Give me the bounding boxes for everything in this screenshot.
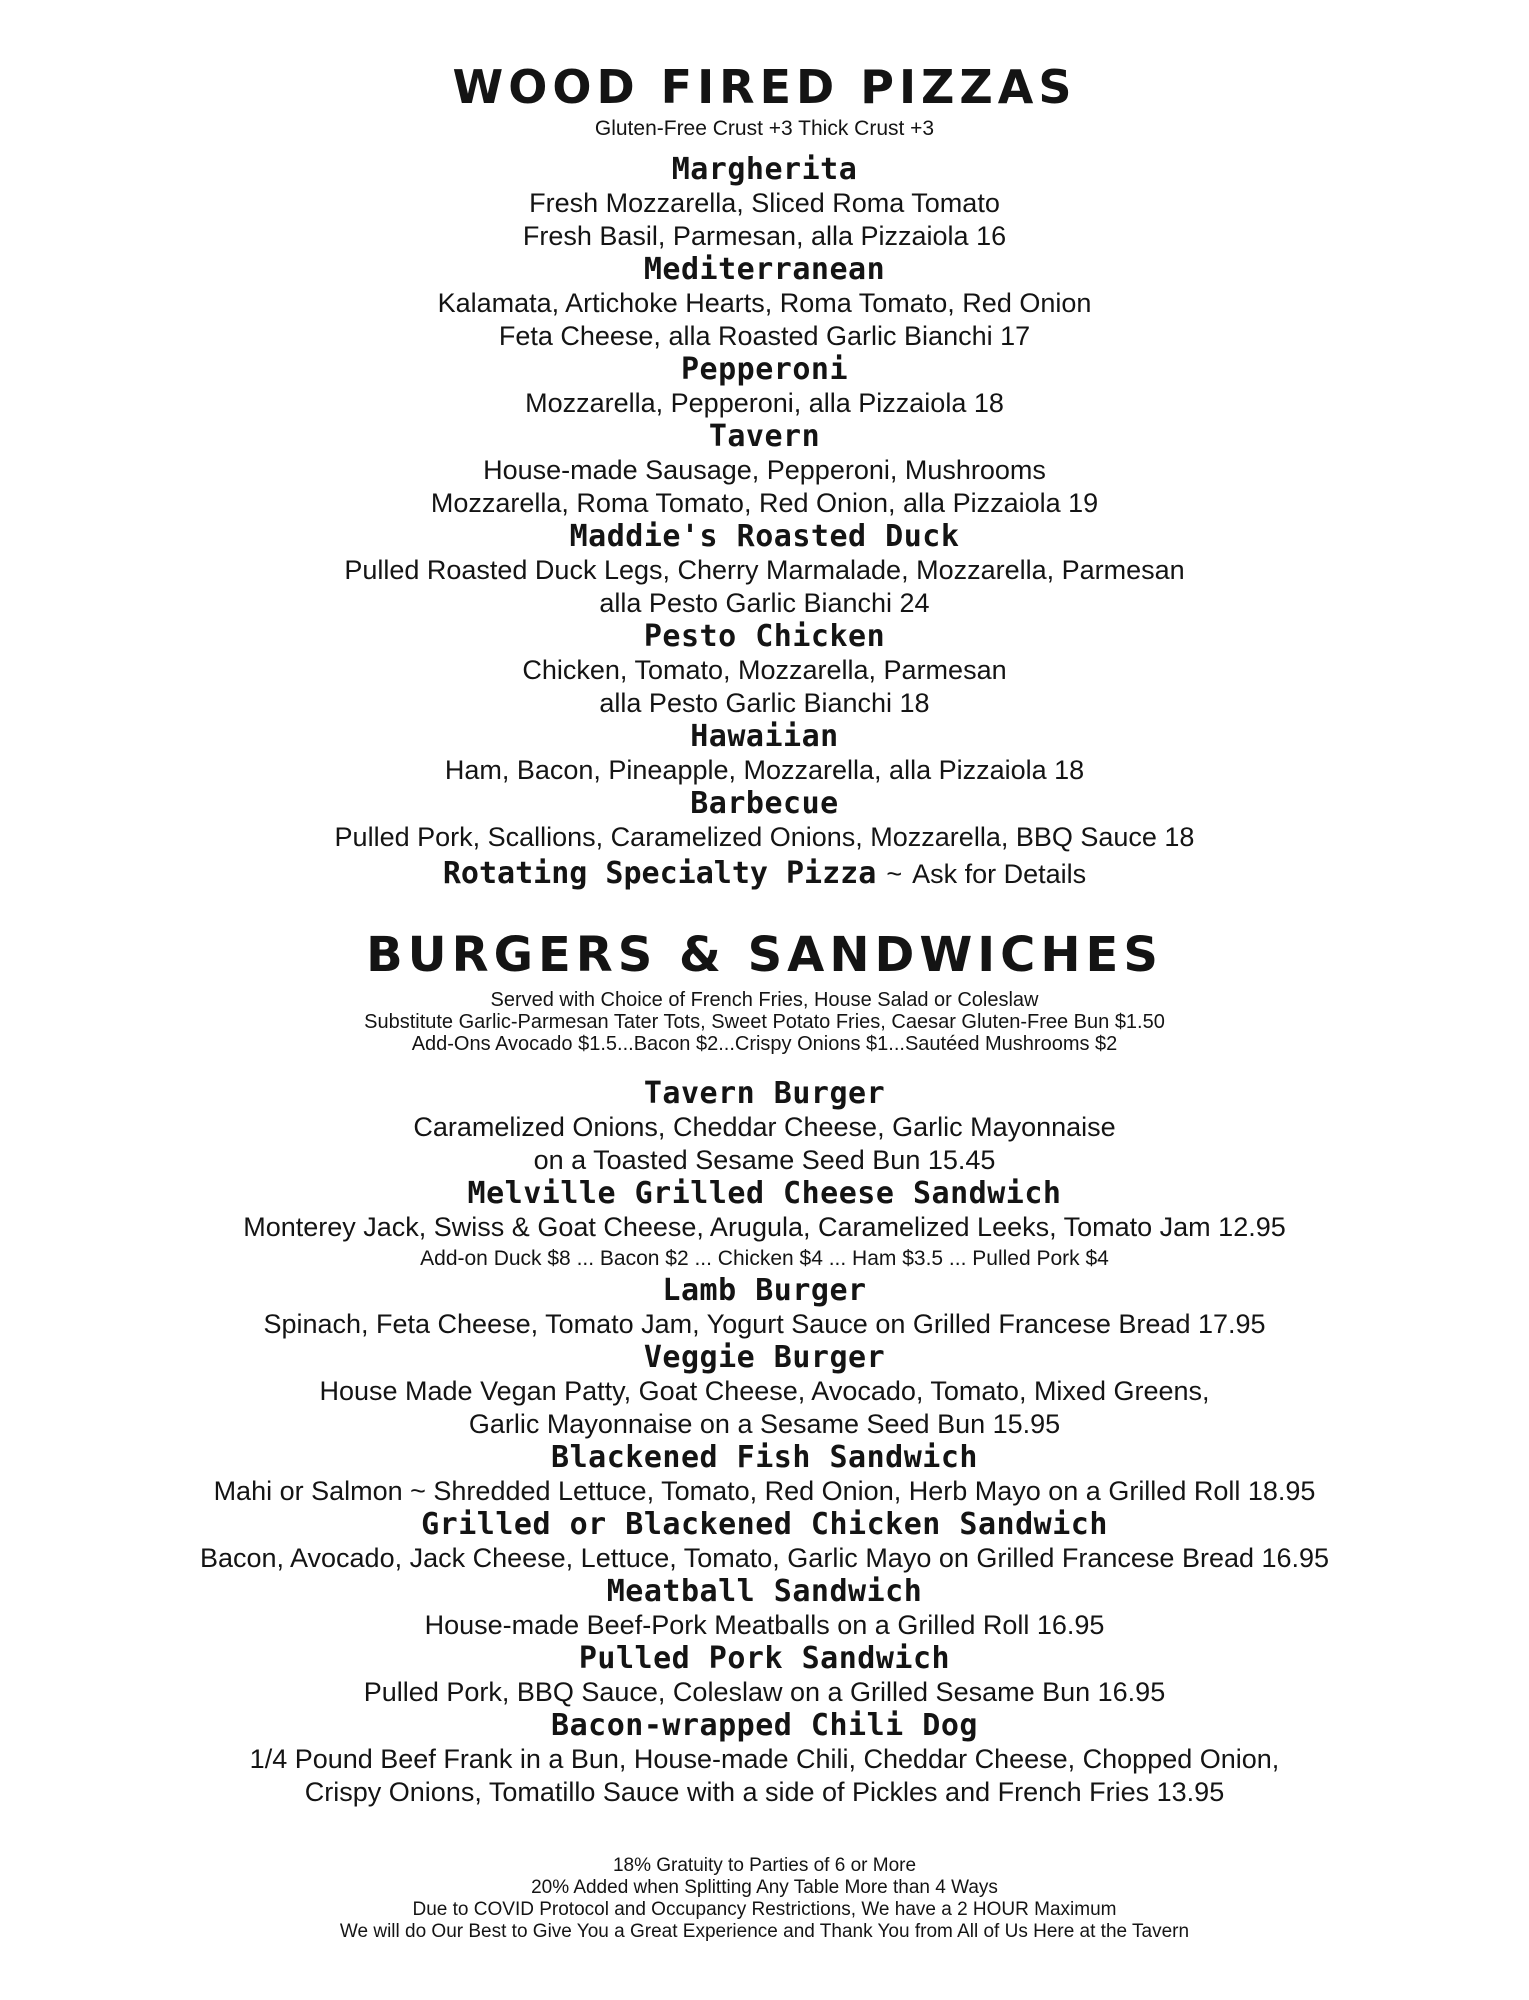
menu-item: [0, 520, 1529, 620]
menu-item-description: Monterey Jack, Swiss & Goat Cheese, Arugula, Caramelized Leeks, Tomato Jam 12.95: [243, 1212, 1286, 1243]
menu-item-description: Mozzarella, Roma Tomato, Red Onion, alla Pizzaiola 19: [430, 488, 1099, 519]
footer-note: 20% Added when Splitting Any Table More than 4 Ways: [531, 1877, 998, 1899]
menu-item-description: House-made Beef-Pork Meatballs on a Grilled Roll 16.95: [424, 1610, 1105, 1641]
menu-item-description: 1/4 Pound Beef Frank in a Bun, House-made Chili, Cheddar Cheese, Chopped Onion,: [249, 1744, 1280, 1775]
menu-item: [0, 1441, 1529, 1508]
menu-item-description: Garlic Mayonnaise on a Sesame Seed Bun 15.95: [468, 1409, 1061, 1440]
menu-item-name: Melville Grilled Cheese Sandwich: [467, 1176, 1062, 1212]
menu-item-name: Meatball Sandwich: [606, 1574, 923, 1610]
menu-item: [0, 787, 1529, 854]
menu-item-description: Pulled Pork, Scallions, Caramelized Onions, Mozzarella, BBQ Sauce 18: [334, 822, 1195, 853]
menu-item-name: Pepperoni: [680, 352, 849, 388]
menu-item-description: House-made Sausage, Pepperoni, Mushrooms: [483, 455, 1046, 486]
menu-item-name: Pesto Chicken: [643, 619, 886, 655]
menu-item-name: Margherita: [671, 152, 858, 188]
menu-item-description: Kalamata, Artichoke Hearts, Roma Tomato, Red Onion: [437, 288, 1092, 319]
footer-note: We will do Our Best to Give You a Great Experience and Thank You from All of Us Here at the Tavern: [339, 1921, 1190, 1943]
burger-notes: [0, 989, 1529, 1055]
menu-item: [0, 1274, 1529, 1341]
menu-item-name: Veggie Burger: [643, 1340, 886, 1376]
menu-item-description: Spinach, Feta Cheese, Tomato Jam, Yogurt Sauce on Grilled Francese Bread 17.95: [263, 1309, 1266, 1340]
menu-item-description: Fresh Mozzarella, Sliced Roma Tomato: [529, 188, 1000, 219]
menu-item-name: Hawaiian: [690, 719, 839, 755]
menu-item: [0, 1077, 1529, 1177]
pizza-section: [0, 0, 1529, 897]
menu-item-description: Pulled Pork, BBQ Sauce, Coleslaw on a Grilled Sesame Bun 16.95: [363, 1677, 1166, 1708]
menu-item: [0, 353, 1529, 420]
menu-item-addons: Add-on Duck $8 ... Bacon $2 ... Chicken $4 ... Ham $3.5 ... Pulled Pork $4: [420, 1247, 1109, 1271]
menu-item-name: Blackened Fish Sandwich: [551, 1440, 978, 1476]
menu-item-description: Feta Cheese, alla Roasted Garlic Bianchi 17: [498, 321, 1031, 352]
menu-item: [0, 1642, 1529, 1709]
burger-note: Substitute Garlic-Parmesan Tater Tots, Sweet Potato Fries, Caesar Gluten-Free Bun $1.50: [364, 1011, 1165, 1034]
menu-item-description: alla Pesto Garlic Bianchi 24: [599, 588, 930, 619]
menu-item-description: House Made Vegan Patty, Goat Cheese, Avocado, Tomato, Mixed Greens,: [319, 1376, 1210, 1407]
menu-item-name: Pulled Pork Sandwich: [578, 1641, 951, 1677]
burger-note: Add-Ons Avocado $1.5...Bacon $2...Crispy Onions $1...Sautéed Mushrooms $2: [411, 1033, 1118, 1056]
menu-item-description: Ham, Bacon, Pineapple, Mozzarella, alla Pizzaiola 18: [444, 755, 1085, 786]
menu-item: [0, 1177, 1529, 1274]
menu-item-description: Crispy Onions, Tomatillo Sauce with a side of Pickles and French Fries 13.95: [304, 1777, 1225, 1808]
menu-item-description: Fresh Basil, Parmesan, alla Pizzaiola 16: [522, 221, 1007, 252]
menu-item-description: Mahi or Salmon ~ Shredded Lettuce, Tomato, Red Onion, Herb Mayo on a Grilled Roll 18.95: [213, 1476, 1316, 1507]
menu-item-name: Grilled or Blackened Chicken Sandwich: [421, 1507, 1108, 1543]
menu-item-name: Lamb Burger: [662, 1273, 867, 1309]
menu-item-description: alla Pesto Garlic Bianchi 18: [599, 688, 930, 719]
menu-item-description: Bacon, Avocado, Jack Cheese, Lettuce, Tomato, Garlic Mayo on Grilled Francese Bread 16.95: [199, 1543, 1330, 1574]
menu-footer: [0, 1855, 1529, 1943]
menu-item: [0, 1709, 1529, 1809]
pizza-crust-options: Gluten-Free Crust +3 Thick Crust +3: [594, 117, 935, 140]
menu-item-name: Tavern Burger: [643, 1076, 886, 1112]
rotating-specialty: [0, 856, 1529, 897]
rotating-specialty-name: Rotating Specialty Pizza: [442, 856, 877, 892]
menu-item-description: Pulled Roasted Duck Legs, Cherry Marmalade, Mozzarella, Parmesan: [344, 555, 1185, 586]
menu-item-name: Bacon-wrapped Chili Dog: [551, 1708, 978, 1744]
burger-note: Served with Choice of French Fries, House Salad or Coleslaw: [490, 989, 1039, 1012]
menu-item: [0, 153, 1529, 253]
menu-item-description: Chicken, Tomato, Mozzarella, Parmesan: [522, 655, 1007, 686]
menu-item: [0, 1508, 1529, 1575]
pizza-section-title: WOOD FIRED PIZZAS: [452, 60, 1077, 114]
footer-note: 18% Gratuity to Parties of 6 or More: [612, 1855, 917, 1877]
rotating-specialty-note: Ask for Details: [912, 859, 1087, 890]
menu-item: [0, 253, 1529, 353]
menu-item-description: Mozzarella, Pepperoni, alla Pizzaiola 18: [525, 388, 1004, 419]
rotating-specialty-separator: ~: [886, 859, 903, 890]
menu-item-name: Tavern: [708, 419, 821, 455]
menu-item-name: Mediterranean: [643, 252, 886, 288]
menu-item: [0, 420, 1529, 520]
menu-item-name: Maddie's Roasted Duck: [569, 519, 960, 555]
menu-item: [0, 1341, 1529, 1441]
burger-section-title: BURGERS & SANDWICHES: [366, 927, 1163, 984]
menu-item-description: Caramelized Onions, Cheddar Cheese, Garlic Mayonnaise: [413, 1112, 1116, 1143]
burger-section: [0, 927, 1529, 1809]
menu-item: [0, 720, 1529, 787]
menu-item: [0, 1575, 1529, 1642]
menu-item: [0, 620, 1529, 720]
menu-item-name: Barbecue: [690, 786, 839, 822]
footer-note: Due to COVID Protocol and Occupancy Restrictions, We have a 2 HOUR Maximum: [412, 1899, 1117, 1921]
menu-item-description: on a Toasted Sesame Seed Bun 15.45: [533, 1145, 996, 1176]
